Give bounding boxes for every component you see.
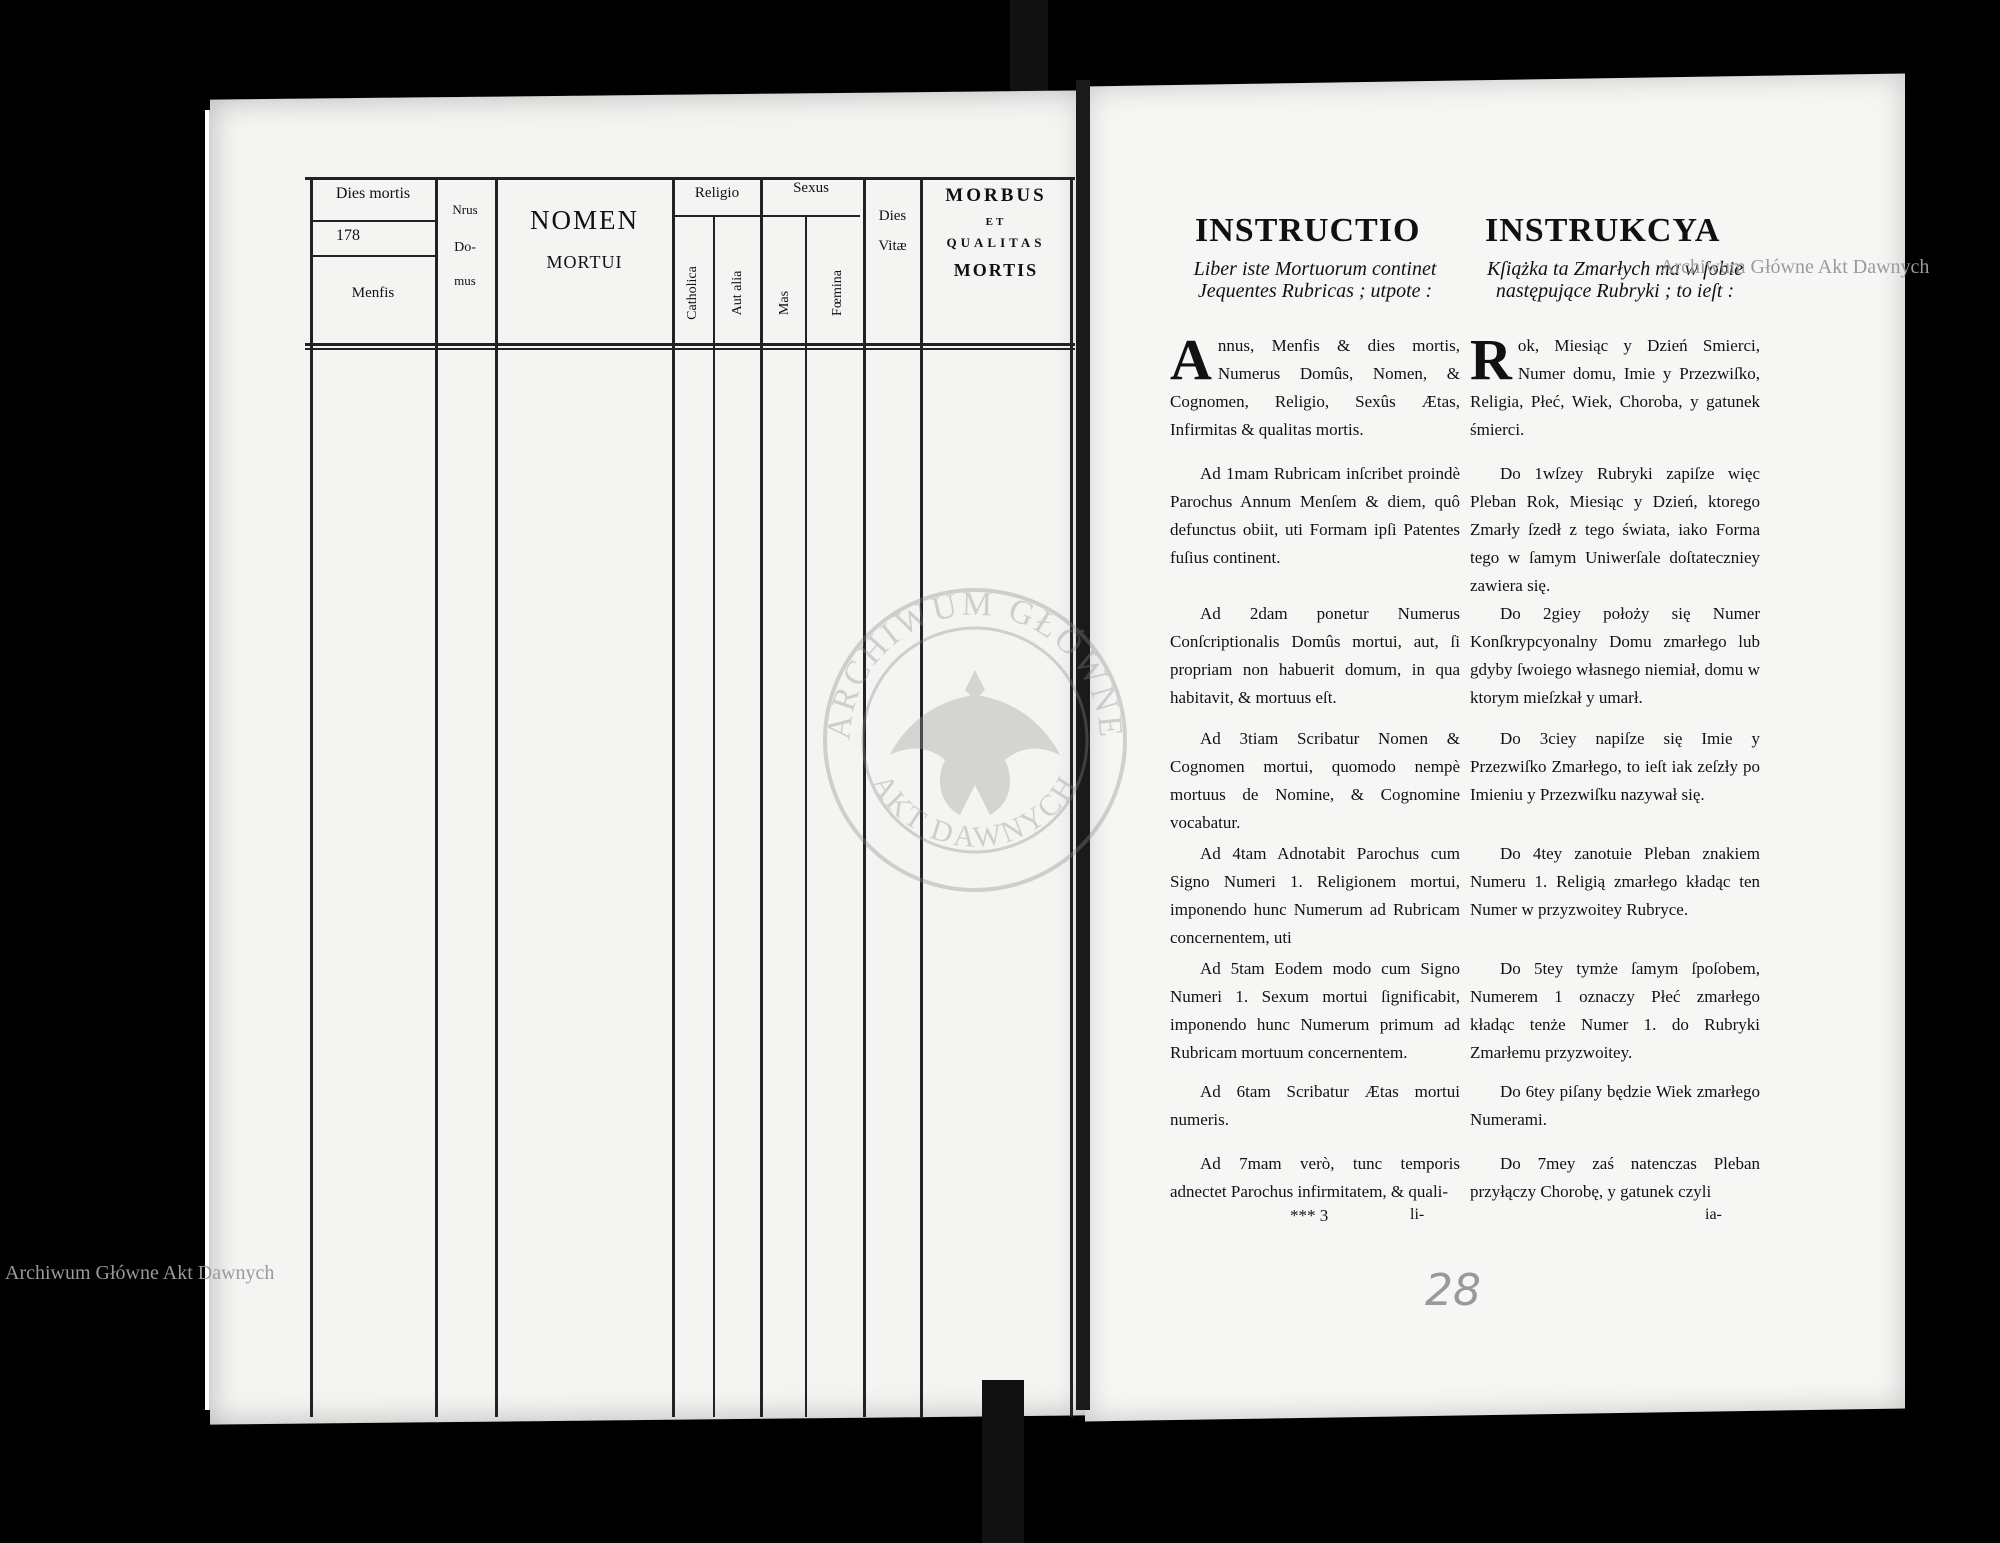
polish-drop-cap: R (1470, 327, 1512, 392)
header-sexus: Sexus (793, 180, 829, 196)
header-nrus: Nrus (452, 202, 478, 217)
header-qualitas: QUALITAS (946, 235, 1046, 250)
polish-paragraph-3: Do 2giey położy się Numer Konſkrypcyonalny Domu zmarłego lub gdyby ſwoiego własnego niemiał, domu w ktorym mieſzkał y umarł. (1470, 604, 1760, 707)
header-dies: Dies (878, 208, 907, 224)
header-dies-mortis: Dies mortis (335, 185, 411, 202)
header-morbus: MORBUS (945, 185, 1047, 206)
latin-paragraph-5: Ad 4tam Adnotabit Parochus cum Signo Numeri 1. Religionem mortui, imponendo hunc Numerum ad Rubricam concernentem, uti (1170, 844, 1460, 947)
header-do: Do- (454, 240, 476, 255)
polish-paragraph-7: Do 6tey piſany będzie Wiek zmarłego Numerami. (1470, 1082, 1760, 1129)
header-nomen: NOMEN (530, 205, 639, 235)
stamp-text-top: ARCHIWUM GŁÓWNE (820, 585, 1130, 742)
polish-paragraph-2: Do 1wſzey Rubryki zapiſze więc Pleban Rok, Miesiąc y Dzień, ktorego Zmarły ſzedł z tego świata, iako Forma tego w ſamym Uniwerſale doſtateczniey zawiera się. (1470, 464, 1760, 595)
book-spine-top (1010, 0, 1048, 100)
latin-paragraph-4: Ad 3tiam Scribatur Nomen & Cognomen mortui, quomodo nempè mortuus de Nomine, & Cognomine vocabatur. (1170, 729, 1460, 832)
polish-catchword: ia- (1705, 1206, 1722, 1223)
latin-paragraph-8: Ad 7mam verò, tunc temporis adnectet Parochus infirmitatem, & quali- (1170, 1154, 1460, 1201)
header-mus: mus (454, 273, 476, 288)
latin-paragraph-1: Annus, Menfis & dies mortis, Numerus Domûs, Nomen, & Cognomen, Religio, Sexûs Ætas, Infirmitas & qualitas mortis. (1170, 327, 1460, 439)
polish-paragraph-8: Do 7mey zaś natenczas Pleban przyłączy Chorobę, y gatunek czyli (1470, 1154, 1760, 1201)
header-et: ET (985, 216, 1007, 228)
latin-catchword: li- (1410, 1206, 1425, 1223)
handwritten-folio-number: 28 (1425, 1265, 1481, 1316)
polish-paragraph-6: Do 5tey tymże ſamym ſpoſobem, Numerem 1 oznaczy Płeć zmarłego kładąc tenże Numer 1. do Rubryki Zmarłemu przyzwoitey. (1470, 959, 1760, 1062)
latin-paragraph-3: Ad 2dam ponetur Numerus Conſcriptionalis Domûs mortui, aut, ſi propriam non habuerit domum, in qua habitavit, & mortuus eſt. (1170, 604, 1460, 707)
polish-title: INSTRUKCYA (1485, 212, 1721, 249)
latin-paragraph-2: Ad 1mam Rubricam inſcribet proindè Parochus Annum Menſem & diem, quô defunctus obiit, uti Formam ipſi Patentes fuſius continent. (1170, 464, 1460, 567)
archive-stamp (810, 575, 1140, 905)
stamp-text-bottom: AKT DAWNYCH (865, 768, 1085, 855)
header-foemina: Fœmina (830, 270, 845, 316)
page-signature: *** 3 (1290, 1206, 1329, 1225)
header-vitae: Vitæ (878, 238, 907, 254)
archive-watermark-bottom: Archiwum Główne Akt Dawnych (5, 1262, 275, 1284)
polish-subtitle: Kſiążka ta Zmarłych ma w ſobie następujące Rubryki ; to ieſt : (1486, 258, 1744, 302)
eagle-emblem-icon (890, 670, 1060, 815)
polish-paragraph-5: Do 4tey zanotuie Pleban znakiem Numeru 1. Religią zmarłego kładąc ten Numer w przyzwoitey Rubryce. (1470, 844, 1760, 919)
archive-watermark-top: Archiwum Główne Akt Dawnych (1660, 256, 1930, 278)
polish-paragraph-4: Do 3ciey napiſze się Imie y Przezwiſko Zmarłego, to ieſt iak zeſzły po Imieniu y Przezwiſku nazywał się. (1470, 729, 1760, 804)
latin-title: INSTRUCTIO (1195, 212, 1421, 249)
header-catholica: Catholica (685, 266, 700, 320)
header-religio: Religio (694, 185, 740, 201)
latin-drop-cap: A (1170, 327, 1212, 392)
header-mortui: MORTUI (546, 252, 623, 272)
header-mensis: Menfis (351, 285, 395, 301)
latin-subtitle: Liber iste Mortuorum continet Jequentes Rubricas ; utpote : (1193, 258, 1437, 302)
latin-paragraph-7: Ad 6tam Scribatur Ætas mortui numeris. (1170, 1082, 1460, 1129)
latin-paragraph-6: Ad 5tam Eodem modo cum Signo Numeri 1. Sexum mortui ſignificabit, imponendo hunc Numerum primum ad Rubricam mortuum concernentem. (1170, 959, 1460, 1062)
header-mortis: MORTIS (953, 260, 1039, 280)
polish-paragraph-1: Rok, Miesiąc y Dzień Smierci, Numer domu, Imie y Przezwiſko, Religia, Płeć, Wiek, Choroba, y gatunek śmierci. (1470, 327, 1760, 439)
header-aut-alia: Aut alia (730, 270, 745, 316)
header-mas: Mas (777, 290, 792, 316)
header-year: 178 (336, 227, 360, 244)
